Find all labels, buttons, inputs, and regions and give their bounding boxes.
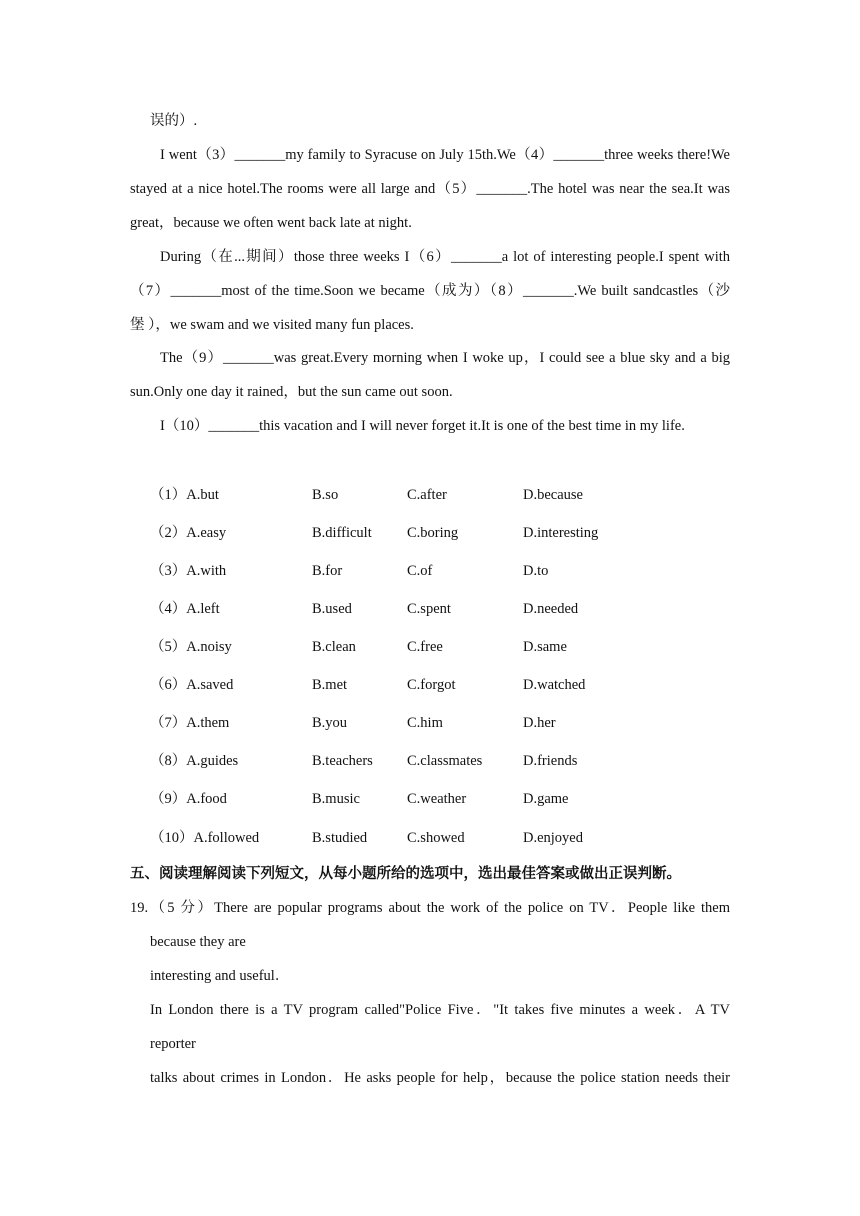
passage-line: sun.Only one day it rained，but the sun came out soon.: [130, 384, 453, 400]
passage-line: During（在...期间）those three weeks I（6）_______a lot of interesting people.I spent with: [160, 249, 730, 265]
option-c: C.spent: [407, 601, 451, 617]
option-a: （5）A.noisy: [150, 639, 232, 655]
option-d: D.game: [523, 791, 569, 807]
option-b: B.music: [312, 791, 360, 807]
question-line: because they are: [150, 934, 246, 950]
passage-line: I went（3）_______my family to Syracuse on July 15th.We（4）_______three weeks there!We: [160, 147, 730, 163]
option-d: D.enjoyed: [523, 830, 583, 846]
option-b: B.clean: [312, 639, 356, 655]
option-b: B.teachers: [312, 753, 373, 769]
option-c: C.weather: [407, 791, 467, 807]
option-b: B.met: [312, 677, 348, 693]
option-b: B.difficult: [312, 525, 372, 541]
passage-line: （7）_______most of the time.Soon we became（成为）（8）_______.We built sandcastles（沙: [130, 283, 730, 299]
option-c: C.free: [407, 639, 443, 655]
option-c: C.classmates: [407, 753, 483, 769]
passage-line: 误的）.: [150, 113, 198, 129]
option-b: B.for: [312, 563, 343, 579]
option-a: （1）A.but: [150, 487, 219, 503]
option-c: C.showed: [407, 830, 465, 846]
option-d: D.interesting: [523, 525, 599, 541]
passage-line: The（9）_______was great.Every morning when I woke up，I could see a blue sky and a big: [160, 350, 730, 366]
question-line: 19.（5 分）There are popular programs about the work of the police on TV．People like them: [130, 900, 730, 916]
option-a: （7）A.them: [150, 715, 230, 731]
option-c: C.him: [407, 715, 443, 731]
option-a: （10）A.followed: [150, 830, 260, 846]
option-c: C.of: [407, 563, 433, 579]
question-line: In London there is a TV program called"Police Five．"It takes five minutes a week．A TV: [150, 1002, 730, 1018]
option-a: （2）A.easy: [150, 525, 227, 541]
option-c: C.forgot: [407, 677, 456, 693]
question-line: reporter: [150, 1036, 196, 1052]
option-d: D.her: [523, 715, 556, 731]
option-a: （8）A.guides: [150, 753, 239, 769]
option-a: （9）A.food: [150, 791, 227, 807]
option-c: C.boring: [407, 525, 459, 541]
option-d: D.needed: [523, 601, 579, 617]
option-d: D.same: [523, 639, 567, 655]
option-a: （4）A.left: [150, 601, 220, 617]
section-heading: 五、阅读理解阅读下列短文，从每小题所给的选项中，选出最佳答案或做出正误判断。: [130, 866, 681, 882]
option-d: D.to: [523, 563, 549, 579]
passage-line: 堡 ），we swam and we visited many fun places.: [130, 317, 414, 333]
option-d: D.watched: [523, 677, 586, 693]
option-b: B.so: [312, 487, 339, 503]
question-line: interesting and useful．: [150, 968, 290, 984]
option-c: C.after: [407, 487, 447, 503]
question-line: talks about crimes in London．He asks people for help，because the police station needs their: [150, 1070, 730, 1086]
passage-line: I（10）_______this vacation and I will never forget it.It is one of the best time in my life.: [160, 418, 685, 434]
option-b: B.you: [312, 715, 348, 731]
option-d: D.friends: [523, 753, 578, 769]
option-d: D.because: [523, 487, 583, 503]
option-b: B.studied: [312, 830, 368, 846]
option-a: （3）A.with: [150, 563, 227, 579]
passage-line: stayed at a nice hotel.The rooms were all large and（5）_______.The hotel was near the sea.It was: [130, 181, 730, 197]
passage-line: great，because we often went back late at night.: [130, 215, 412, 231]
option-b: B.used: [312, 601, 352, 617]
option-a: （6）A.saved: [150, 677, 234, 693]
